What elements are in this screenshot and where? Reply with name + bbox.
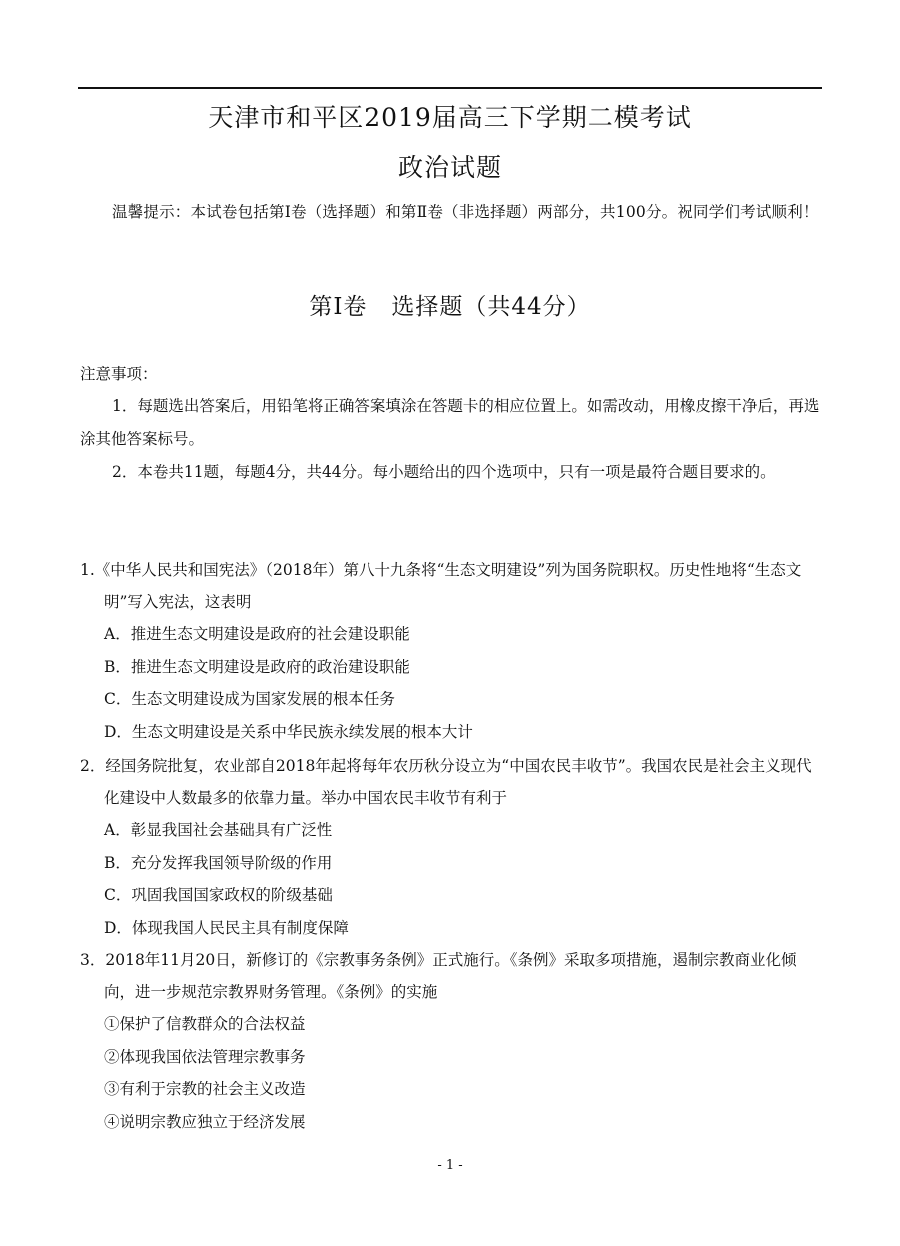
- note-item: 1．每题选出答案后，用铅笔将正确答案填涂在答题卡的相应位置上。如需改动，用橡皮擦干净后，再选涂其他答案标号。: [80, 397, 820, 448]
- note-item: 2．本卷共11题，每题4分，共44分。每小题给出的四个选项中，只有一项是最符合题目要求的。: [112, 463, 776, 481]
- option-d: D．生态文明建设是关系中华民族永续发展的根本大计: [104, 722, 473, 741]
- exam-subtitle: 政治试题: [397, 153, 502, 182]
- exam-title: 天津市和平区2019届高三下学期二模考试: [208, 103, 692, 132]
- option-d: D．体现我国人民民主具有制度保障: [104, 918, 349, 937]
- notes-title: 注意事项：: [80, 365, 158, 383]
- statement-4: ④说明宗教应独立于经济发展: [104, 1112, 306, 1131]
- statement-1: ①保护了信教群众的合法权益: [104, 1015, 306, 1033]
- option-a: A．推进生态文明建设是政府的社会建设职能: [104, 625, 410, 643]
- part1-heading: 第Ⅰ卷 选择题（共44分）: [309, 294, 591, 320]
- question-1: [80, 554, 824, 748]
- question-stem: 2．经国务院批复，农业部自2018年起将每年农历秋分设立为“中国农民丰收节”。我国农民是社会主义现代化建设中人数最多的依靠力量。举办中国农民丰收节有利于: [80, 757, 812, 807]
- option-c: C．生态文明建设成为国家发展的根本任务: [104, 690, 395, 708]
- exam-tip: 温馨提示：本试卷包括第Ⅰ卷（选择题）和第Ⅱ卷（非选择题）两部分，共100分。祝同学们考试顺利！: [112, 203, 819, 221]
- page-number: - 1 -: [437, 1158, 463, 1173]
- header-rule: [78, 87, 822, 89]
- question-stem: 1.《中华人民共和国宪法》（2018年）第八十九条将“生态文明建设”列为国务院职权。历史性地将“生态文明”写入宪法，这表明: [80, 561, 802, 611]
- question-2: [80, 750, 824, 944]
- statement-2: ②体现我国依法管理宗教事务: [104, 1047, 306, 1066]
- option-a: A．彰显我国社会基础具有广泛性: [104, 821, 333, 839]
- option-b: B．充分发挥我国领导阶级的作用: [104, 853, 333, 872]
- option-b: B．推进生态文明建设是政府的政治建设职能: [104, 657, 410, 676]
- statement-3: ③有利于宗教的社会主义改造: [104, 1080, 306, 1098]
- question-stem: 3．2018年11月20日，新修订的《宗教事务条例》正式施行。《条例》采取多项措施，遏制宗教商业化倾向，进一步规范宗教界财务管理。《条例》的实施: [80, 951, 797, 1001]
- question-3: [80, 944, 824, 1138]
- option-c: C．巩固我国国家政权的阶级基础: [104, 886, 333, 904]
